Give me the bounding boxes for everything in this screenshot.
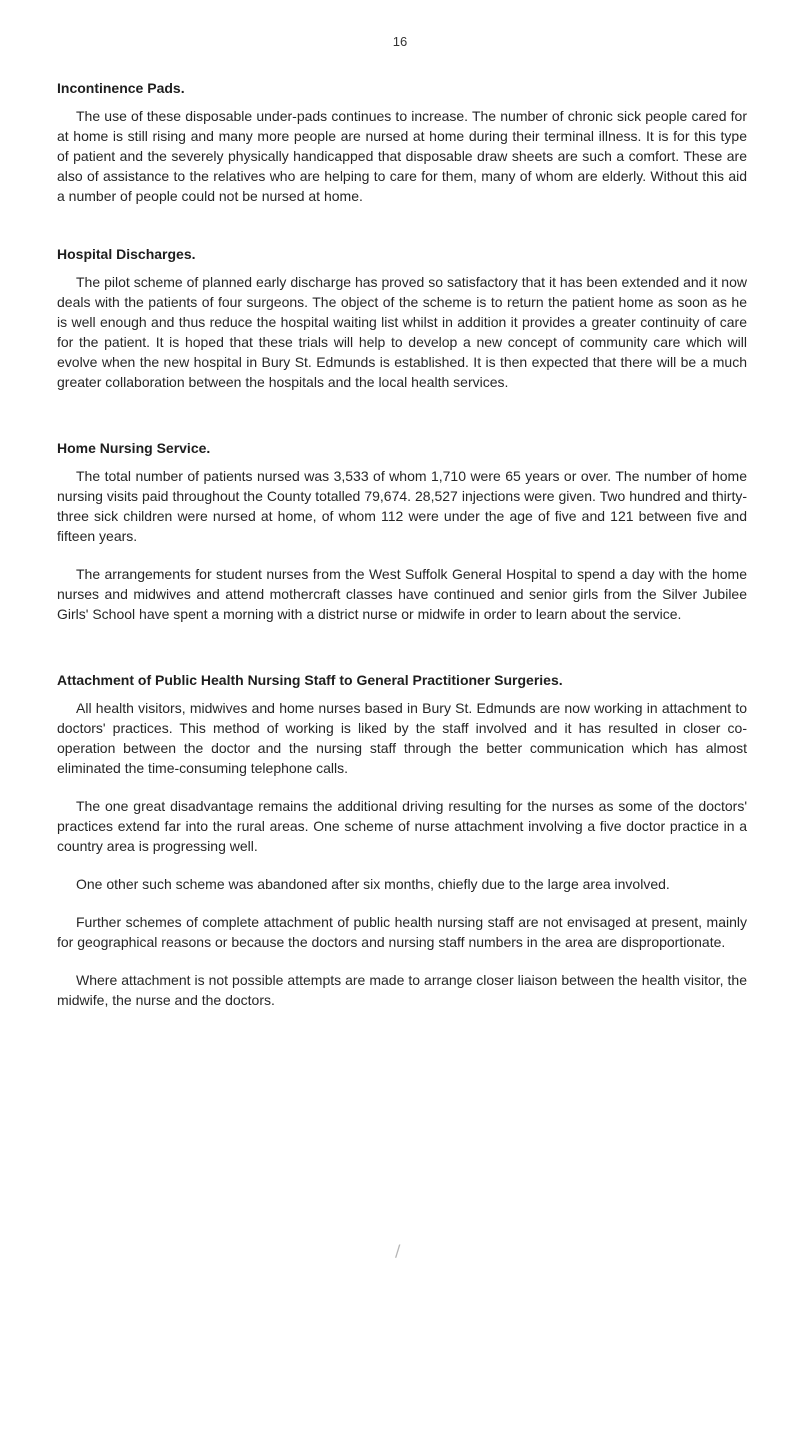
section-heading: Hospital Discharges. <box>57 246 196 262</box>
paragraph: One other such scheme was abandoned after six months, chiefly due to the large area involved. <box>76 876 670 892</box>
document-body <box>57 78 747 1048</box>
section-home-nursing-service <box>57 438 747 624</box>
paragraph: Further schemes of complete attachment of public health nursing staff are not envisaged at present, mainly for geographical reasons or because the doctors and nursing staff numbers in the area are disproportionate. <box>57 914 747 950</box>
section-attachment-of-staff <box>57 670 747 1010</box>
section-incontinence-pads <box>57 78 747 206</box>
paragraph: The total number of patients nursed was 3,533 of whom 1,710 were 65 years or over. The number of home nursing visits paid throughout the County totalled 79,674. 28,527 injections were given. Two hundred and thirty-three sick children were nursed at home, of whom 112 were under the age of five and 121 between five and fifteen years. <box>57 468 747 544</box>
paragraph: Where attachment is not possible attempts are made to arrange closer liaison between the health visitor, the midwife, the nurse and the doctors. <box>57 972 747 1008</box>
paragraph: The one great disadvantage remains the additional driving resulting for the nurses as some of the doctors' practices extend far into the rural areas. One scheme of nurse attachment involving a five doctor practice in a country area is progressing well. <box>57 798 747 854</box>
section-heading: Home Nursing Service. <box>57 440 211 456</box>
paragraph: The pilot scheme of planned early discharge has proved so satisfactory that it has been extended and it now deals with the patients of four surgeons. The object of the scheme is to return the patient home as soon as he is well enough and thus reduce the hospital waiting list whilst in addition it provides a greater continuity of care for the patient. It is hoped that these trials will help to develop a new concept of community care which will evolve when the new hospital in Bury St. Edmunds is established. It is then expected that there will be a much greater collaboration between the hospitals and the local health services. <box>57 274 747 390</box>
paragraph: All health visitors, midwives and home nurses based in Bury St. Edmunds are now working in attachment to doctors' practices. This method of working is liked by the staff involved and it has resulted in closer co-operation between the doctor and the nursing staff through the better communication which has almost eliminated the time-consuming telephone calls. <box>57 700 747 776</box>
section-heading: Incontinence Pads. <box>57 80 185 96</box>
page-number: 16 <box>392 34 408 49</box>
section-heading: Attachment of Public Health Nursing Staff to General Practitioner Surgeries. <box>57 672 563 688</box>
stray-pen-mark: / <box>395 1241 401 1260</box>
paragraph: The use of these disposable under-pads continues to increase. The number of chronic sick people cared for at home is still rising and many more people are nursed at home during their terminal illness. It is for this type of patient and the severely physically handicapped that disposable draw sheets are such a comfort. These are also of assistance to the relatives who are helping to care for them, many of whom are elderly. Without this aid a number of people could not be nursed at home. <box>57 108 747 204</box>
section-hospital-discharges <box>57 244 747 392</box>
paragraph: The arrangements for student nurses from the West Suffolk General Hospital to spend a day with the home nurses and midwives and attend mothercraft classes have continued and senior girls from the Silver Jubilee Girls' School have spent a morning with a district nurse or midwife in order to learn about the service. <box>57 566 747 622</box>
